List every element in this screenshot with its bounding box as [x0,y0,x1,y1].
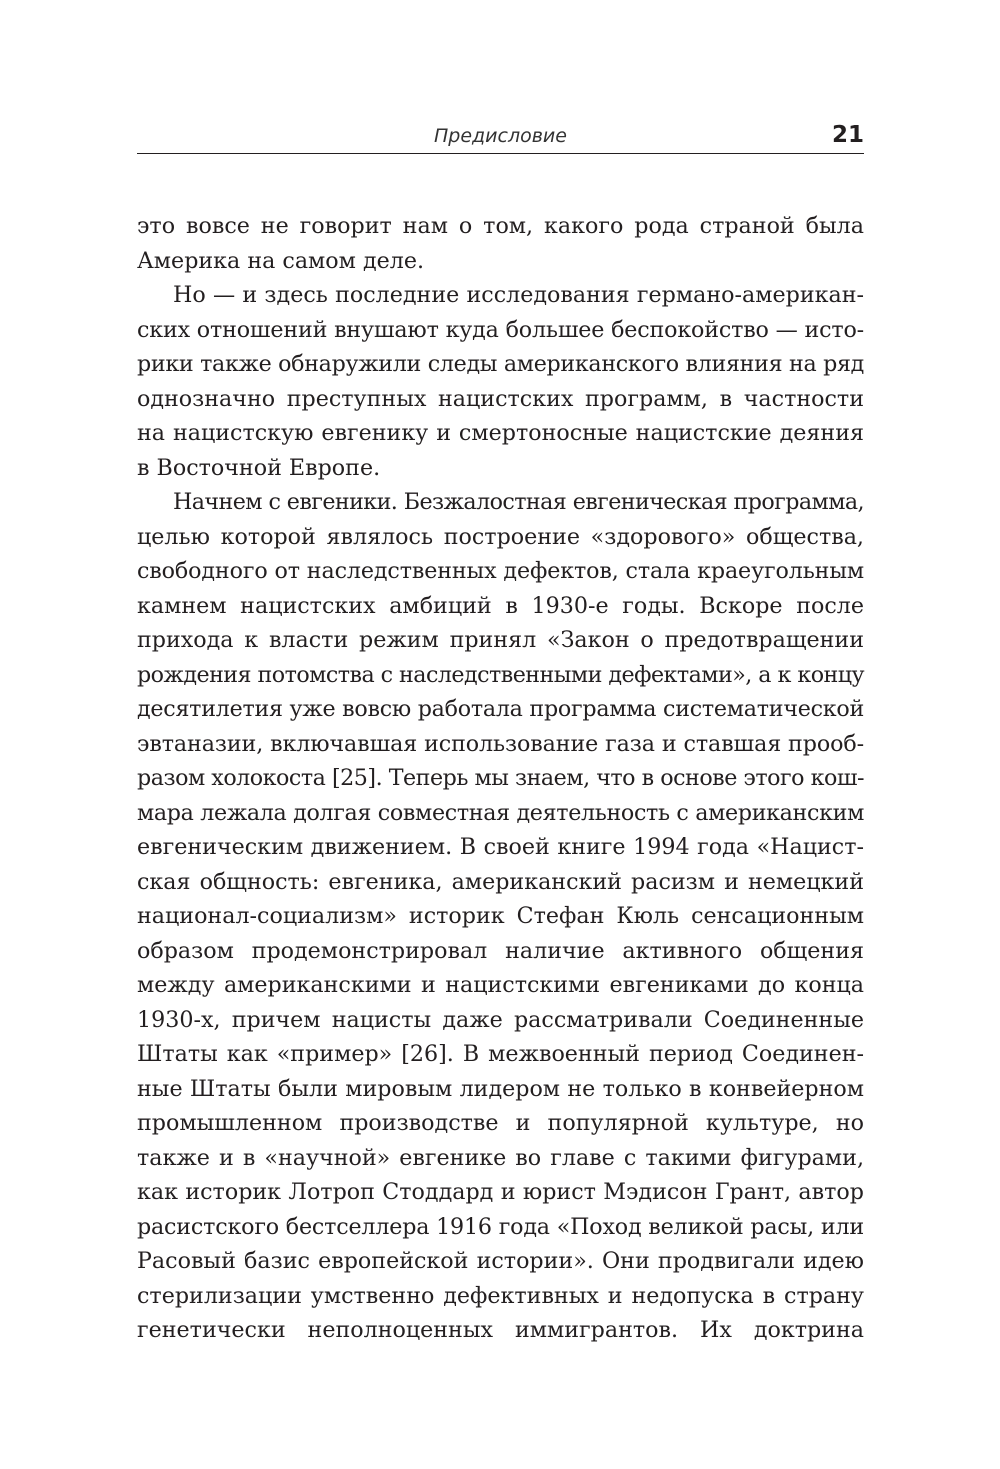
text-line: камнем нацистских амбиций в 1930-е годы. Вскоре после [137,592,864,619]
text-line: Расовый базис европейской истории». Они продвигали идею [137,1248,864,1274]
text-line: ные Штаты были мировым лидером не только в конвейерном [137,1075,864,1102]
text-line: в Восточной Европе. [137,454,381,481]
text-line: целью которой являлось построение «здорового» общества, [137,523,864,550]
text-line: Америка на самом деле. [137,247,425,274]
text-line: десятилетия уже вовсю работала программа систематической [137,696,865,722]
text-line: национал-социализм» историк Стефан Кюль сенсационным [137,903,864,929]
text-line: образом продемонстрировал наличие активного общения [137,937,864,964]
text-line: стерилизации умственно дефективных и недопуска в страну [137,1282,864,1309]
text-line: ских отношений внушают куда большее беспокойство — исто- [137,316,864,343]
text-line: ская общность: евгеника, американский расизм и немецкий [137,868,864,895]
text-line: рики также обнаружили следы американского влияния на ряд [137,351,864,377]
text-line: между американскими и нацистскими евгениками до конца [137,972,864,998]
text-line: мара лежала долгая совместная деятельность с американским [137,799,864,826]
text-line: на нацистскую евгенику и смертоносные нацистские деяния [137,420,864,446]
text-line: также и в «научной» евгенике во главе с такими фигурами, [137,1144,864,1171]
text-line: эвтаназии, включавшая использование газа и ставшая прооб- [137,730,865,757]
text-line: свободного от наследственных дефектов, стала краеугольным [137,558,864,584]
text-line: рождения потомства с наследственными дефектами», а к концу [137,661,864,688]
text-line: разом холокоста [25]. Теперь мы знаем, что в основе этого кош- [137,765,864,791]
text-line: расистского бестселлера 1916 года «Поход великой расы, или [137,1213,864,1240]
text-line: как историк Лотроп Стоддард и юрист Мэдисон Грант, автор [137,1179,864,1205]
section-title: Предисловие [434,125,567,147]
text-line: 1930-х, причем нацисты даже рассматривали Соединенные [137,1006,864,1033]
text-line: Начнем с евгеники. Безжалостная евгеническая программа, [173,489,865,515]
page-number: 21 [831,122,864,148]
text-line: Но — и здесь последние исследования германо-американ- [173,282,864,308]
text-line: евгеническим движением. В своей книге 1994 года «Нацист- [137,834,864,860]
body-text [137,209,864,1348]
text-line: это вовсе не говорит нам о том, какого рода страной была [137,213,864,239]
text-line: промышленном производстве и популярной культуре, но [137,1110,864,1136]
text-line: прихода к власти режим принял «Закон о предотвращении [137,627,864,653]
header-rule [137,153,864,154]
text-line: Штаты как «пример» [26]. В межвоенный период Соединен- [137,1041,864,1067]
text-line: генетически неполноценных иммигрантов. Их доктрина [137,1317,864,1343]
running-header [137,123,864,153]
text-line: однозначно преступных нацистских программ, в частности [137,385,864,412]
